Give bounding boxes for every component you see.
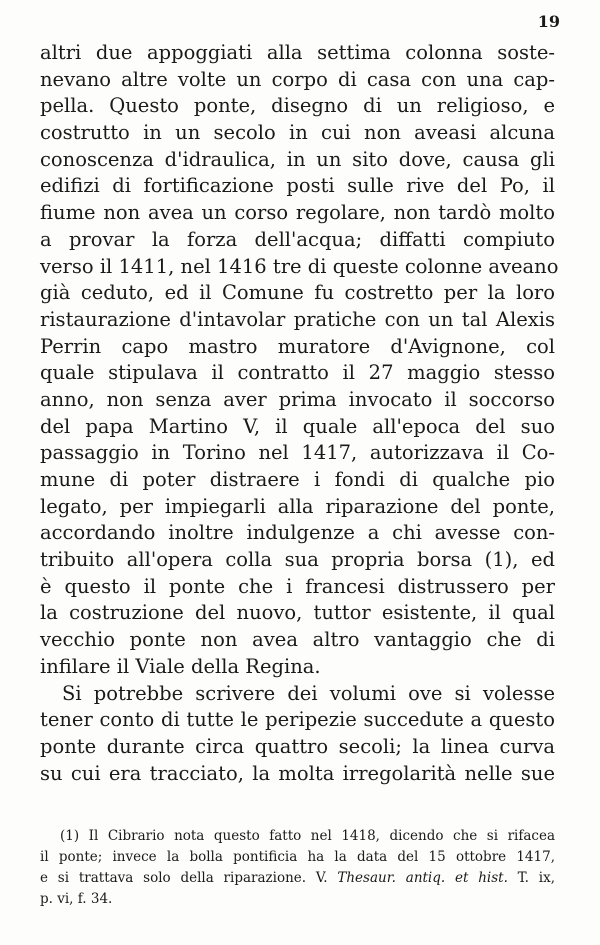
text-line: a provar la forza dell'acqua; diffatti compiuto (40, 227, 555, 251)
paragraph-start-line: Si potrebbe scrivere dei volumi ove si volesse (62, 681, 555, 705)
text-line: la costruzione del nuovo, tuttor esistente, il qual (40, 601, 555, 625)
text-line: quale stipulava il contratto il 27 maggio stesso (40, 361, 555, 385)
text-line: del papa Martino V, il quale all'epoca del suo (40, 414, 555, 438)
footnote-line (40, 868, 555, 889)
text-line: mune di poter distraere i fondi di qualche pio (40, 468, 555, 491)
page-number: 19 (537, 12, 560, 31)
footnote-line: p. vi, f. 34. (40, 891, 113, 907)
text-line: già ceduto, ed il Comune fu costretto per la loro (40, 281, 555, 305)
text-line: anno, non senza aver prima invocato il soccorso (40, 387, 555, 411)
text-line: verso il 1411, nel 1416 tre di queste colonne aveano (40, 254, 559, 278)
text-line: passaggio in Torino nel 1417, autorizzava il Co- (40, 441, 555, 465)
footnote-text: e si trattava solo della riparazione. V. (40, 870, 338, 886)
text-line: edifizi di fortificazione posti sulle rive del Po, il (40, 174, 555, 198)
footnote (40, 826, 555, 910)
text-line: accordando inoltre indulgenze a chi avesse con- (40, 521, 555, 545)
text-line: ristaurazione d'intavolar pratiche con un tal Alexis (40, 307, 555, 331)
footnote-line: il ponte; invece la bolla pontificia ha la data del 15 ottobre 1417, (40, 849, 555, 865)
text-line: legato, per impiegarli alla riparazione del ponte, (40, 494, 555, 518)
text-line: è questo il ponte che i francesi distrussero per (40, 574, 555, 598)
text-line: fiume non avea un corso regolare, non tardò molto (40, 201, 555, 225)
text-line: conoscenza d'idraulica, in un sito dove, causa gli (40, 147, 555, 171)
footnote-line: (1) Il Cibrario nota questo fatto nel 1418, dicendo che si rifacea (60, 828, 555, 844)
text-line: tener conto di tutte le peripezie succedute a questo (40, 708, 555, 732)
text-line: tribuito all'opera colla sua propria borsa (1), ed (40, 548, 555, 572)
text-line: pella. Questo ponte, disegno di un religioso, e (40, 94, 555, 118)
text-line: Perrin capo mastro muratore d'Avignone, col (40, 334, 555, 358)
footnote-text: T. ix, (507, 870, 555, 886)
text-line: su cui era tracciato, la molta irregolarità nelle sue (40, 761, 555, 785)
text-line: altri due appoggiati alla settima colonna soste- (40, 41, 555, 64)
footnote-citation-title: Thesaur. antiq. et hist. (337, 870, 508, 886)
text-line: ponte durante circa quattro secoli; la linea curva (40, 734, 555, 758)
text-line: costrutto in un secolo in cui non aveasi alcuna (40, 121, 555, 145)
body-text (40, 40, 559, 787)
text-line: infilare il Viale della Regina. (40, 654, 321, 678)
text-line: vecchio ponte non avea altro vantaggio che di (40, 628, 555, 652)
text-line: nevano altre volte un corpo di casa con una cap- (40, 67, 555, 91)
